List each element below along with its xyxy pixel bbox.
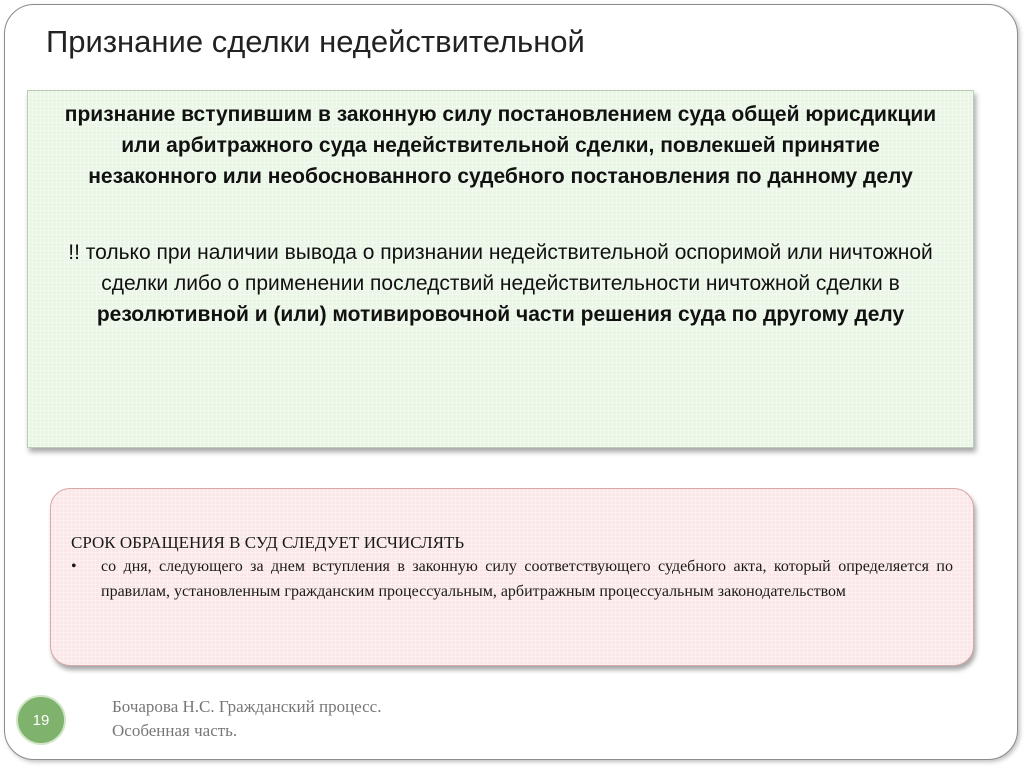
green-box-paragraph-2-prefix: !! только при наличии вывода о признании недействительной оспоримой или ничтожной сделки либо о применении последствий недействительности ничтожной сделки в <box>68 241 933 295</box>
slide-title: Признание сделки недействительной <box>46 24 585 59</box>
green-box-paragraph-2-bold: резолютивной и (или) мотивировочной части решения суда по другому делу <box>96 303 905 326</box>
list-item <box>71 554 953 604</box>
footer-caption <box>112 695 512 743</box>
footer-line-1: Бочарова Н.С. Гражданский процесс. <box>112 697 382 716</box>
bullet-icon: • <box>71 558 77 575</box>
page-number-badge: 19 <box>16 695 66 745</box>
pink-box-heading: СРОК ОБРАЩЕНИЯ В СУД СЛЕДУЕТ ИСЧИСЛЯТЬ <box>71 533 465 552</box>
green-box-paragraph-1: признание вступившим в законную силу постановлением суда общей юрисдикции или арбитражного суда недействительной сделки, повлекшей принятие незаконного или необоснованного судебного постановления по данному делу <box>64 103 937 188</box>
green-info-box <box>27 90 974 448</box>
pink-box-bullet-text: со дня, следующего за днем вступления в законную силу соответствующего судебного акта, который определяется по правилам, установленным гражданским процессуальным, арбитражным процессуальным законодательством <box>101 558 953 600</box>
green-box-paragraph-2 <box>58 237 943 330</box>
pink-info-box <box>50 488 974 666</box>
footer-line-2: Особенная часть. <box>112 721 238 740</box>
